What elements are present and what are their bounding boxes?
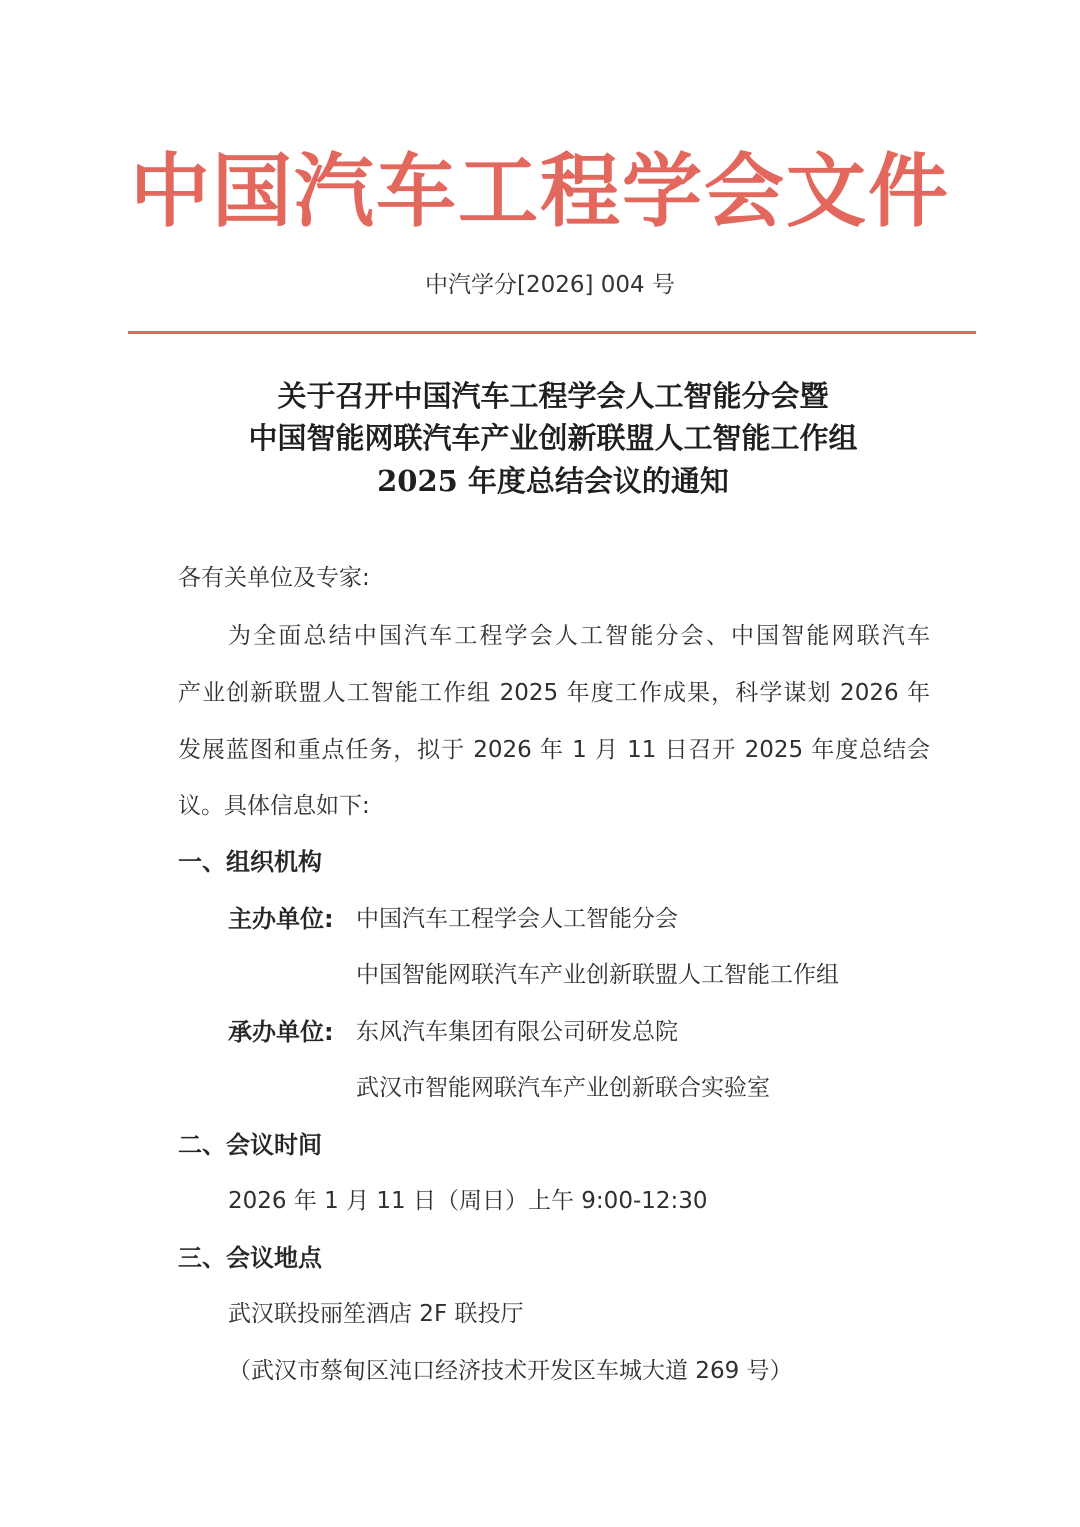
organizer-unit-1: 东风汽车集团有限公司研发总院	[356, 1019, 678, 1045]
host-unit-1: 中国汽车工程学会人工智能分会	[356, 906, 678, 932]
section-heading-organization: 一、组织机构	[178, 848, 322, 876]
intro-line-1: 为全面总结中国汽车工程学会人工智能分会、中国智能网联汽车	[228, 623, 930, 649]
intro-line-2: 产业创新联盟人工智能工作组 2025 年度工作成果，科学谋划 2026 年	[178, 680, 930, 706]
host-unit-2: 中国智能网联汽车产业创新联盟人工智能工作组	[356, 962, 839, 988]
document-number: 中汽学分[2026] 004 号	[424, 272, 675, 298]
intro-line-4: 议。具体信息如下:	[178, 793, 370, 819]
section-heading-location: 三、会议地点	[178, 1244, 322, 1272]
document-header-title: 中国汽车工程学会文件	[130, 145, 950, 238]
meeting-time: 2026 年 1 月 11 日（周日）上午 9:00-12:30	[228, 1188, 708, 1214]
salutation: 各有关单位及专家:	[178, 565, 370, 591]
meeting-address: （武汉市蔡甸区沌口经济技术开发区车城大道 269 号）	[228, 1358, 793, 1384]
host-label: 主办单位:	[228, 905, 334, 933]
intro-line-3: 发展蓝图和重点任务，拟于 2026 年 1 月 11 日召开 2025 年度总结会	[178, 737, 930, 763]
organizer-unit-2: 武汉市智能网联汽车产业创新联合实验室	[356, 1075, 770, 1101]
notice-title-line-2: 中国智能网联汽车产业创新联盟人工智能工作组	[248, 421, 858, 455]
notice-title-line-1: 关于召开中国汽车工程学会人工智能分会暨	[277, 379, 829, 413]
header-divider	[128, 331, 976, 334]
notice-title-line-3: 2025 年度总结会议的通知	[377, 464, 729, 498]
meeting-venue: 武汉联投丽笙酒店 2F 联投厅	[228, 1301, 524, 1327]
section-heading-time: 二、会议时间	[178, 1131, 322, 1159]
organizer-label: 承办单位:	[228, 1018, 334, 1046]
